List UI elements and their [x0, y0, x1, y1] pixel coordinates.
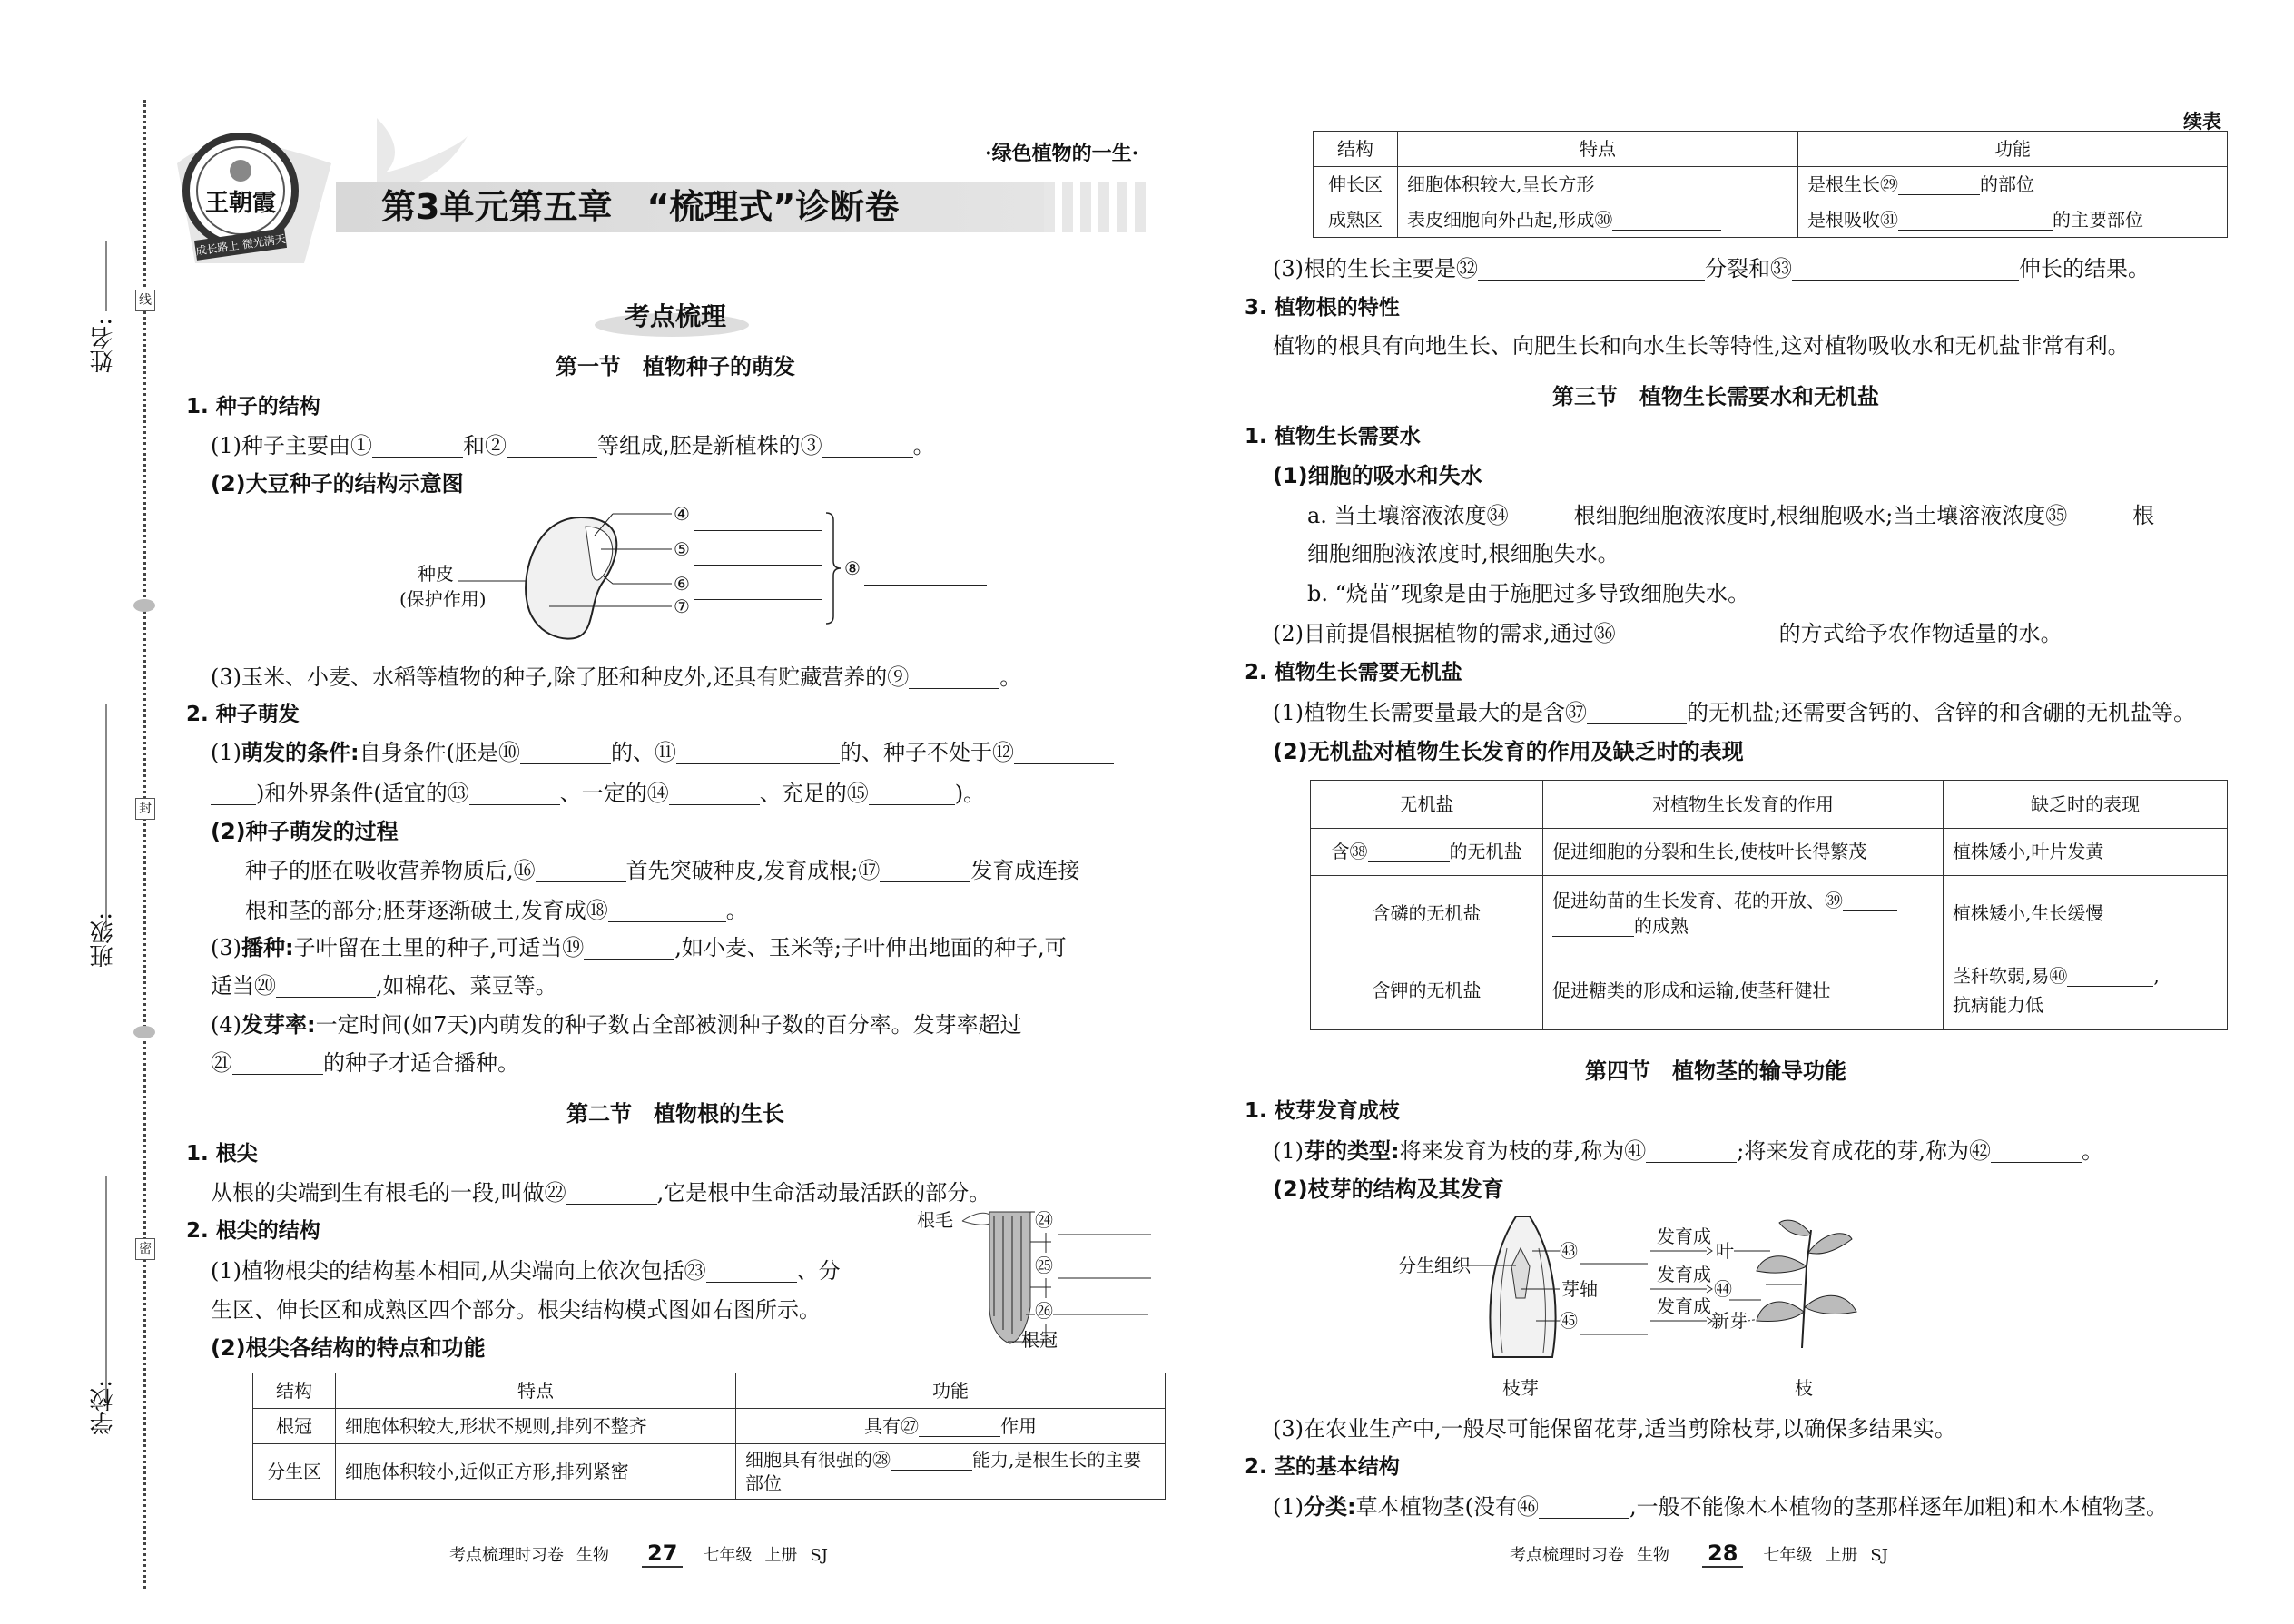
answer-blank[interactable]: [507, 431, 597, 458]
question-line: [211, 1006, 1022, 1044]
text: 作用: [1000, 1415, 1037, 1437]
subheading: (2)枝芽的结构及其发育: [1273, 1176, 1504, 1202]
answer-blank[interactable]: [2067, 501, 2132, 527]
term: 芽的类型:: [1304, 1138, 1400, 1164]
answer-blank[interactable]: [891, 1450, 972, 1471]
cell-function: [1798, 167, 2228, 202]
text: 草本植物茎(没有: [1355, 1494, 1517, 1520]
question-line: [1273, 694, 2195, 732]
answer-blank[interactable]: [1552, 916, 1634, 937]
root-tip-table-continued: [1313, 131, 2228, 238]
cell-deficiency: 植株矮小,叶片发黄: [1944, 828, 2228, 876]
cell-deficiency: [1944, 950, 2228, 1030]
text: 分裂和: [1705, 256, 1770, 281]
blank-number: ㉙: [1880, 173, 1898, 195]
text: 的部位: [1980, 173, 2034, 195]
blank-number: ⑮: [846, 781, 869, 806]
footer-series: 考点梳理时习卷: [449, 1546, 564, 1565]
answer-blank[interactable]: [232, 1048, 323, 1075]
cell-feature: 细胞体积较大,呈长方形: [1398, 167, 1798, 202]
answer-blank[interactable]: [669, 779, 760, 805]
answer-blank[interactable]: [1898, 210, 2053, 231]
footer-grade: 七年级: [703, 1546, 753, 1565]
bud-caption: 枝芽: [1502, 1377, 1539, 1399]
text: ,它是根中生命活动最活跃的部分。: [656, 1180, 991, 1206]
answer-blank[interactable]: [706, 1256, 797, 1283]
seal-char: 线: [135, 290, 155, 311]
answer-blank[interactable]: [372, 431, 463, 458]
cell-function: [736, 1444, 1166, 1500]
blank-number: ㉔: [1035, 1209, 1053, 1231]
footer-subject: 生物: [576, 1546, 609, 1565]
column-header: 特点: [336, 1373, 736, 1409]
text: 种子的胚在吸收营养物质后,: [245, 858, 514, 883]
blank-number: ⑰: [858, 858, 881, 883]
table-row: [253, 1409, 1166, 1444]
develop-label: 发育成: [1657, 1225, 1711, 1247]
answer-blank[interactable]: [1014, 738, 1114, 764]
blank-number: ㊶: [1624, 1138, 1647, 1164]
page-footer: [449, 1540, 841, 1568]
cut-line: [143, 100, 146, 1589]
text: 伸长的结果。: [2019, 256, 2150, 281]
answer-blank[interactable]: [584, 933, 674, 960]
text: ;将来发育成花的芽,称为: [1737, 1138, 1969, 1164]
footer-subject: 生物: [1637, 1546, 1669, 1565]
question-line: [211, 427, 935, 465]
text: 茎秆软弱,易: [1953, 964, 2050, 987]
seal-char: 封: [135, 798, 155, 820]
cell-effect: 促进糖类的形成和运输,使茎秆健壮: [1543, 950, 1944, 1030]
text: 适当: [211, 973, 254, 999]
question-line: b. “烧苗”现象是由于施肥过多导致细胞失水。: [1307, 581, 1750, 606]
text: (1): [1273, 1494, 1304, 1520]
table-row: [1311, 876, 2228, 950]
root-cap-label: 根冠: [1021, 1329, 1058, 1351]
text: 细胞具有很强的: [745, 1449, 872, 1471]
blank-number: ㉖: [1035, 1300, 1053, 1322]
footer-volume: 上册: [764, 1546, 798, 1565]
term: 发芽率:: [241, 1012, 316, 1038]
blank-number: ㉚: [1594, 209, 1613, 231]
text: 、一定的: [559, 781, 647, 806]
seal-ornament-icon: [133, 599, 155, 612]
blank-number: ⑬: [447, 781, 469, 806]
cell-salt: 含钾的无机盐: [1311, 950, 1543, 1030]
cell-function: [736, 1409, 1166, 1444]
question-line: 细胞细胞液浓度时,根细胞失水。: [1307, 541, 1620, 566]
text: 一定时间(如7天)内萌发的种子数占全部被测种子数的百分率。发芽率超过: [315, 1012, 1022, 1038]
blank-number: ⑤: [674, 538, 690, 560]
blank-number: ㊴: [1825, 889, 1843, 911]
blank-number: ⑪: [654, 740, 676, 765]
section-4-title: 第四节 植物茎的输导功能: [1585, 1058, 1846, 1084]
answer-blank[interactable]: [676, 738, 840, 764]
blank-number: ㉘: [872, 1449, 891, 1471]
seed-coat-label: 种皮: [418, 563, 454, 585]
heading: 2. 茎的基本结构: [1245, 1455, 1400, 1479]
page-number: 27: [642, 1540, 683, 1568]
text: (3): [211, 935, 241, 960]
answer-blank[interactable]: [1843, 891, 1897, 911]
blank-number: ⑥: [674, 573, 690, 595]
name-label: 姓名:: [90, 318, 117, 373]
school-label: 学校:: [90, 1380, 117, 1435]
branch-caption: 枝: [1795, 1377, 1813, 1399]
heading: 1. 根尖: [186, 1142, 258, 1166]
text: 具有: [864, 1415, 901, 1437]
answer-blank[interactable]: [1616, 619, 1779, 645]
text: 的、种子不处于: [839, 740, 992, 765]
text: ,如小麦、玉米等;子叶伸出地面的种子,可: [674, 935, 1067, 960]
cell-effect: 促进细胞的分裂和生长,使枝叶长得繁茂: [1543, 828, 1944, 876]
footer-edition: SJ: [810, 1546, 828, 1565]
text: 的无机盐;还需要含钙的、含锌的和含硼的无机盐等。: [1687, 700, 2196, 725]
answer-blank[interactable]: [1612, 210, 1721, 231]
text: ,一般不能像木本植物的茎那样逐年加粗)和木本植物茎。: [1629, 1494, 2168, 1520]
table-row: [1311, 828, 2228, 876]
answer-blank[interactable]: [1587, 698, 1687, 724]
question-line: [211, 774, 985, 812]
answer-blank[interactable]: [909, 663, 999, 689]
text: 表皮细胞向外凸起,形成: [1407, 209, 1595, 231]
cell-feature: 细胞体积较小,近似正方形,排列紧密: [336, 1444, 736, 1500]
text: 。: [999, 664, 1022, 690]
answer-blank[interactable]: [1898, 174, 1980, 195]
table-row: [1314, 167, 2228, 202]
answer-blank[interactable]: [694, 539, 822, 566]
table-row: [253, 1444, 1166, 1500]
subheading: (1)细胞的吸水和失水: [1273, 463, 1482, 488]
text: 。: [912, 433, 935, 458]
section-3-title: 第三节 植物生长需要水和无机盐: [1552, 384, 1879, 409]
blank-number: ⑨: [887, 664, 910, 690]
cell-feature: 细胞体积较大,形状不规则,排列不整齐: [336, 1409, 736, 1444]
text: (1): [1273, 1138, 1304, 1164]
table-header-row: [1314, 132, 2228, 167]
seal-ornament-icon: [133, 1026, 155, 1038]
text: 含: [1331, 841, 1350, 863]
answer-blank[interactable]: [2067, 966, 2153, 987]
root-hair-label: 根毛: [917, 1209, 953, 1231]
page-number: 28: [1702, 1540, 1743, 1568]
text: 将来发育为枝的芽,称为: [1399, 1138, 1625, 1164]
meristem-label: 分生组织: [1398, 1255, 1471, 1276]
question-line: [1273, 1132, 2103, 1170]
text: (4): [211, 1012, 241, 1038]
answer-blank[interactable]: [1368, 842, 1450, 862]
text: ,如棉花、菜豆等。: [376, 973, 557, 999]
section-2-title: 第二节 植物根的生长: [566, 1101, 784, 1127]
answer-blank[interactable]: [694, 599, 822, 625]
blank-number: ㊵: [2049, 964, 2068, 987]
term: 播种:: [241, 935, 294, 960]
text: (3)玉米、小麦、水稻等植物的种子,除了胚和种皮外,还具有贮藏营养的: [211, 664, 888, 690]
column-header: 结构: [1314, 132, 1398, 167]
text: 发育成连接: [970, 858, 1080, 883]
column-header: 结构: [253, 1373, 336, 1409]
heading: 1. 枝芽发育成枝: [1245, 1099, 1400, 1123]
text: 。: [725, 898, 748, 923]
blank-number: ⑳: [254, 973, 276, 999]
cell-effect: [1543, 876, 1944, 950]
answer-blank[interactable]: [1991, 1137, 2082, 1163]
question-line: [211, 733, 1114, 772]
seal-char: 密: [135, 1238, 155, 1260]
text: 抗病能力低: [1953, 993, 2043, 1016]
column-header: 特点: [1398, 132, 1798, 167]
blank-number: ㉑: [211, 1050, 232, 1076]
term: 萌发的条件:: [241, 740, 359, 765]
column-header: 无机盐: [1311, 781, 1543, 829]
text: )和外界条件(适宜的: [256, 781, 448, 806]
class-label: 班级:: [90, 912, 117, 968]
question-line: [211, 929, 1067, 967]
blank-number: ⑩: [497, 740, 520, 765]
school-underline: [105, 1176, 107, 1403]
question-line: [211, 1252, 841, 1290]
blank-number: ③: [800, 433, 822, 458]
blank-number: ㊹: [1714, 1278, 1732, 1300]
blank-number: ㉕: [1035, 1255, 1053, 1276]
answer-blank[interactable]: [469, 779, 560, 805]
name-underline: [105, 241, 107, 311]
answer-blank[interactable]: [869, 779, 955, 805]
blank-number: ㉞: [1486, 503, 1509, 528]
svg-text:成长路上 微光满天: 成长路上 微光满天: [194, 232, 287, 258]
question-line: [245, 851, 1079, 890]
text: 根细胞细胞液浓度时,根细胞吸水;当土壤溶液浓度: [1573, 503, 2046, 528]
question-line: [1273, 1488, 2168, 1526]
blank-number: ㊲: [1565, 700, 1587, 725]
text: 促进幼苗的生长发育、花的开放、: [1552, 889, 1825, 911]
answer-blank[interactable]: [1646, 1137, 1737, 1163]
text: 等组成,胚是新植株的: [597, 433, 801, 458]
heading: 1. 种子的结构: [186, 395, 320, 418]
text: 的、: [610, 740, 655, 765]
answer-blank[interactable]: [880, 856, 970, 882]
blank-number: ㉝: [1770, 256, 1792, 281]
footer-edition: SJ: [1870, 1546, 1888, 1565]
answer-blank[interactable]: [694, 505, 822, 531]
table-row: [1311, 950, 2228, 1030]
question-line: 生区、伸长区和成熟区四个部分。根尖结构模式图如右图所示。: [211, 1297, 821, 1323]
question-line: [1273, 615, 2063, 653]
answer-blank[interactable]: [822, 431, 913, 458]
cell-structure: 根冠: [253, 1409, 336, 1444]
text: 的成熟: [1634, 914, 1689, 937]
question-line: [245, 891, 748, 930]
develop-label: 发育成: [1657, 1264, 1711, 1285]
answer-blank[interactable]: [520, 738, 611, 764]
blank-number: ⑭: [646, 781, 669, 806]
question-line: (3)在农业生产中,一般尽可能保留花芽,适当剪除枝芽,以确保多结果实。: [1273, 1416, 1956, 1442]
blank-number: ⑧: [844, 557, 861, 579]
question-line: [211, 967, 557, 1005]
answer-blank[interactable]: [276, 971, 376, 998]
blank-number: ⑯: [513, 858, 536, 883]
section-title: 考点梳理: [624, 301, 726, 331]
table-row: [1314, 202, 2228, 238]
question-line: [1273, 250, 2150, 288]
footer-grade: 七年级: [1763, 1546, 1813, 1565]
text: 的方式给予农作物适量的水。: [1778, 621, 2063, 646]
class-underline: [105, 704, 107, 930]
cell-function: [1798, 202, 2228, 238]
text: a. 当土壤溶液浓度: [1307, 503, 1487, 528]
subheading: (2)种子萌发的过程: [211, 819, 399, 844]
answer-blank[interactable]: [211, 779, 256, 805]
text: (1)植物根尖的结构基本相同,从尖端向上依次包括: [211, 1258, 684, 1284]
blank-number: ㊺: [1560, 1310, 1578, 1332]
text: (2)目前提倡根据植物的需求,通过: [1273, 621, 1594, 646]
answer-blank[interactable]: [1792, 254, 2019, 281]
column-header: 对植物生长发育的作用: [1543, 781, 1944, 829]
continued-label: 续表: [2183, 110, 2221, 133]
subheading: (2)无机盐对植物生长发育的作用及缺乏时的表现: [1273, 739, 1744, 764]
text: 的种子才适合播种。: [323, 1050, 519, 1076]
bud-axis-label: 芽轴: [1561, 1278, 1598, 1300]
leaf-label: 叶: [1716, 1240, 1734, 1262]
blank-number: ㉜: [1456, 256, 1478, 281]
cell-structure: 分生区: [253, 1444, 336, 1500]
table-header-row: [1311, 781, 2228, 829]
heading: 1. 植物生长需要水: [1245, 425, 1421, 448]
answer-blank[interactable]: [566, 1178, 657, 1205]
new-bud-label: 新芽: [1711, 1310, 1748, 1332]
column-header: 缺乏时的表现: [1944, 781, 2228, 829]
cell-salt: [1311, 828, 1543, 876]
text: 根和茎的部分;胚芽逐渐破土,发育成: [245, 898, 586, 923]
blank-number: ⑫: [991, 740, 1014, 765]
answer-blank[interactable]: [1539, 1492, 1629, 1519]
text: 根: [2132, 503, 2155, 528]
heading: 2. 根尖的结构: [186, 1219, 320, 1243]
page-title: 第3单元第五章 “梳理式”诊断卷: [381, 187, 900, 227]
text: (3)根的生长主要是: [1273, 256, 1456, 281]
heading: 3. 植物根的特性: [1245, 296, 1400, 320]
answer-blank[interactable]: [1478, 254, 1705, 281]
paragraph: 植物的根具有向地生长、向肥生长和向水生长等特性,这对植物吸收水和无机盐非常有利。: [1273, 333, 2130, 359]
text: 、分: [796, 1258, 841, 1284]
blank-number: ㉟: [2045, 503, 2068, 528]
blank-number: ㊷: [1968, 1138, 1991, 1164]
mineral-salt-table: [1310, 780, 2228, 1030]
blank-number: ⑦: [674, 595, 690, 617]
term: 分类:: [1304, 1494, 1356, 1520]
seed-diagram: [399, 499, 1017, 645]
text: 是根生长: [1807, 173, 1880, 195]
seed-coat-note: (保护作用): [399, 588, 487, 610]
text: 子叶留在土里的种子,可适当: [293, 935, 563, 960]
text: 首先突破种皮,发育成根;: [625, 858, 859, 883]
blank-number: ㊻: [1516, 1494, 1539, 1520]
subheading: (2)根尖各结构的特点和功能: [211, 1335, 486, 1361]
blank-number: ㊱: [1593, 621, 1616, 646]
svg-text:王朝霞: 王朝霞: [204, 190, 277, 217]
text: (1): [211, 740, 241, 765]
text: 能力,是根生长的主要部位: [745, 1449, 1142, 1494]
heading: 2. 植物生长需要无机盐: [1245, 661, 1462, 684]
question-line: [211, 1044, 519, 1082]
answer-blank[interactable]: [919, 1416, 1000, 1437]
heading: 2. 种子萌发: [186, 703, 300, 726]
brand-logo: [177, 127, 304, 263]
blank-number: ㉛: [1880, 209, 1898, 231]
blank-number: ㊳: [1349, 841, 1368, 863]
subject-tag: ·绿色植物的一生·: [985, 142, 1139, 165]
answer-blank[interactable]: [608, 896, 726, 922]
question-line: [211, 658, 1021, 696]
blank-number: ②: [485, 433, 507, 458]
blank-number: ⑱: [586, 898, 608, 923]
text: 是根吸收: [1807, 209, 1880, 231]
question-line: [211, 1174, 990, 1212]
subheading: (2)大豆种子的结构示意图: [211, 471, 464, 497]
blank-number: ㉒: [544, 1180, 566, 1206]
blank-number: ㊸: [1560, 1240, 1578, 1262]
text: 自身条件(胚是: [359, 740, 498, 765]
question-line: [1307, 497, 2154, 535]
text: )。: [954, 781, 986, 806]
answer-blank[interactable]: [864, 559, 987, 586]
page-footer: [1510, 1540, 1901, 1568]
cell-structure: 成熟区: [1314, 202, 1398, 238]
root-tip-table: [252, 1373, 1166, 1500]
text: (1)种子主要由: [211, 433, 350, 458]
column-header: 功能: [736, 1373, 1166, 1409]
footer-volume: 上册: [1825, 1546, 1858, 1565]
cell-feature: [1398, 202, 1798, 238]
cell-deficiency: 植株矮小,生长缓慢: [1944, 876, 2228, 950]
column-header: 功能: [1798, 132, 2228, 167]
text: 从根的尖端到生有根毛的一段,叫做: [211, 1180, 545, 1206]
blank-number: ①: [350, 433, 372, 458]
table-header-row: [253, 1373, 1166, 1409]
blank-number: ④: [674, 503, 690, 525]
blank-number: ⑲: [562, 935, 585, 960]
cell-salt: 含磷的无机盐: [1311, 876, 1543, 950]
answer-blank[interactable]: [1509, 501, 1574, 527]
checker-decoration: [1044, 182, 1153, 232]
answer-blank[interactable]: [536, 856, 626, 882]
root-tip-diagram: [908, 1207, 1171, 1362]
text: 和: [463, 433, 485, 458]
blank-number: ㉓: [684, 1258, 706, 1284]
text: 的无机盐: [1449, 841, 1522, 863]
footer-series: 考点梳理时习卷: [1510, 1546, 1624, 1565]
section-1-title: 第一节 植物种子的萌发: [556, 354, 795, 379]
answer-blank[interactable]: [694, 574, 822, 600]
text: (1)植物生长需要量最大的是含: [1273, 700, 1565, 725]
cell-structure: 伸长区: [1314, 167, 1398, 202]
blank-number: ㉗: [901, 1415, 919, 1437]
text: 、充足的: [759, 781, 847, 806]
text: 。: [2081, 1138, 2103, 1164]
bud-diagram: [1398, 1212, 2070, 1412]
text: ,: [2153, 964, 2160, 987]
text: 的主要部位: [2053, 209, 2143, 231]
develop-label: 发育成: [1657, 1295, 1711, 1317]
